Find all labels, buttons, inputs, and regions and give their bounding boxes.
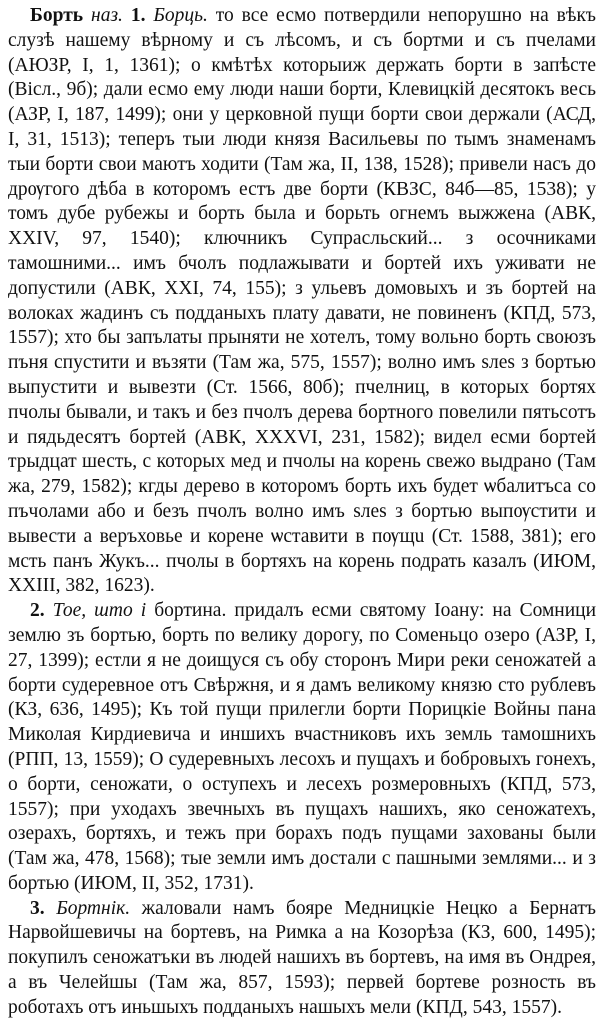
sense-3-number: 3.	[30, 897, 45, 919]
sense-2-ref: бортина.	[154, 600, 227, 622]
sense-3-paragraph	[8, 897, 596, 1021]
sense-2-gloss: Тое, што і	[52, 600, 147, 622]
sense-1-gloss: Борць.	[153, 5, 208, 26]
sense-2-text: придалъ еcми святому Іоану: на Сомници землю зъ бортью, борть по велику дорогу, по Соменьцо озеро (АЗР, І, 27, 1399); естли я не доищуся съ обу сторонъ Мири реки сеножатей а борти судеревное отъ Свѣржня, и я дамъ великому князю сто рублевъ (КЗ, 636, 1495); Къ той пущи прилегли борти Порицкіе Войны пана Миколая Кирдиевича и иншихъ вчастниковъ ихъ земль тамошнихъ (РПП, 13, 1559); О судеревныхъ лесохъ и пущахъ и бобровыхъ гонехъ, о борти, сеножати, о оступехъ и лесехъ розмеровныхъ (КПД, 573, 1557); при уходахъ звечныхъ въ пущахъ нашихъ, яко сеножатехъ, озерахъ, бортяхъ, и тежъ при борахъ подъ пущами захованы были (Там жа, 478, 1568); тые земли имъ достали с пашными землями... и з бортью (ИЮМ, ІІ, 352, 1731).	[8, 600, 597, 894]
grammar-label: наз.	[91, 5, 123, 26]
sense-1-paragraph	[8, 4, 596, 599]
sense-1-number: 1.	[130, 5, 146, 26]
sense-1-text: то все есмо потвердили непорушно на вѣкъ слузѣ нашему вѣрному и съ лѣсомъ, и съ бортми и съ пчелами (АЮЗР, І, 1, 1361); ο кмѣтѣх которыиж держать борти в запѣсте (Віcл., 9б); дали есмо ему люди наши борти, Клевицкій десятокъ весь (АЗР, І, 187, 1499); они у церковной пущи борти свои держали (АСД, І, 31, 1513); теперъ тыи люди князя Васильевы по тымъ знаменамъ тыи борти свои маютъ ходити (Там жа, ІІ, 138, 1528); привели насъ до дрѹгого дѣба в которомъ естъ две борти (КВЗС, 84б—85, 1538); у томъ дубе рубежы и борть была и борьть огнемъ выжжена (АВК, XXIV, 97, 1540); ключникъ Супрасльский... з осочниками тамошними... имъ бчолъ подлажывати и бортей ихъ уживати не допустили (АВК, XXI, 74, 155); з ульевъ домовыхъ и зъ бортей на волоках жадинъ съ подданыхъ плату давати, не повиненъ (КПД, 573, 1557); хто бы запълаты пpыняти не хотелъ, тому вольно борть своюзъ пъня спустити и възяти (Там жа, 575, 1557); волно имъ ѕлеѕ з бортью выпустити и вывезти (Ст. 1566, 80б); пчелниц, в которых бортях пчолы бывали, и такъ и без пчолъ дерева бортного повелили пятьсотъ и пядьдесятъ бортей (АВК, XXXVI, 231, 1582); видел еcми бортей трыдцат шесть, с которых мед и пчолы на корень свежо выдрано (Там жа, 279, 1582); кгды дерево в которомъ борть ихъ будет ѡбалитъса со пъчолами або и безъ пчолъ волно имъ ѕлеѕ з бортью выпѹстити и вывести а веръховье и корене ѡставити в пѹщu (Ст. 1588, 381); его мсть панъ Жукъ... пчолы в бортяхъ на корень подрать казалъ (ИЮМ, XXIII, 382, 1623).	[8, 5, 597, 597]
headword: Борть	[30, 5, 84, 26]
sense-2-paragraph	[8, 599, 596, 897]
sense-3-text: жаловали намъ бояре Медницкіе Нецко а Бернатъ Нарвойшевичы на бортевъ, на Римка а на Козорѣза (КЗ, 600, 1495); покупилъ сеножатъки въ людей нашихъ въ бортевъ, на имя въ Ондрея, а въ Челейшы (Там жа, 857, 1593); первей бортеве розность въ роботахъ отъ иньшыхъ подданыхъ нашыхъ мели (КПД, 543, 1557).	[8, 897, 597, 1018]
sense-3-gloss: Бортнік.	[56, 897, 131, 919]
sense-2-number: 2.	[30, 600, 45, 622]
